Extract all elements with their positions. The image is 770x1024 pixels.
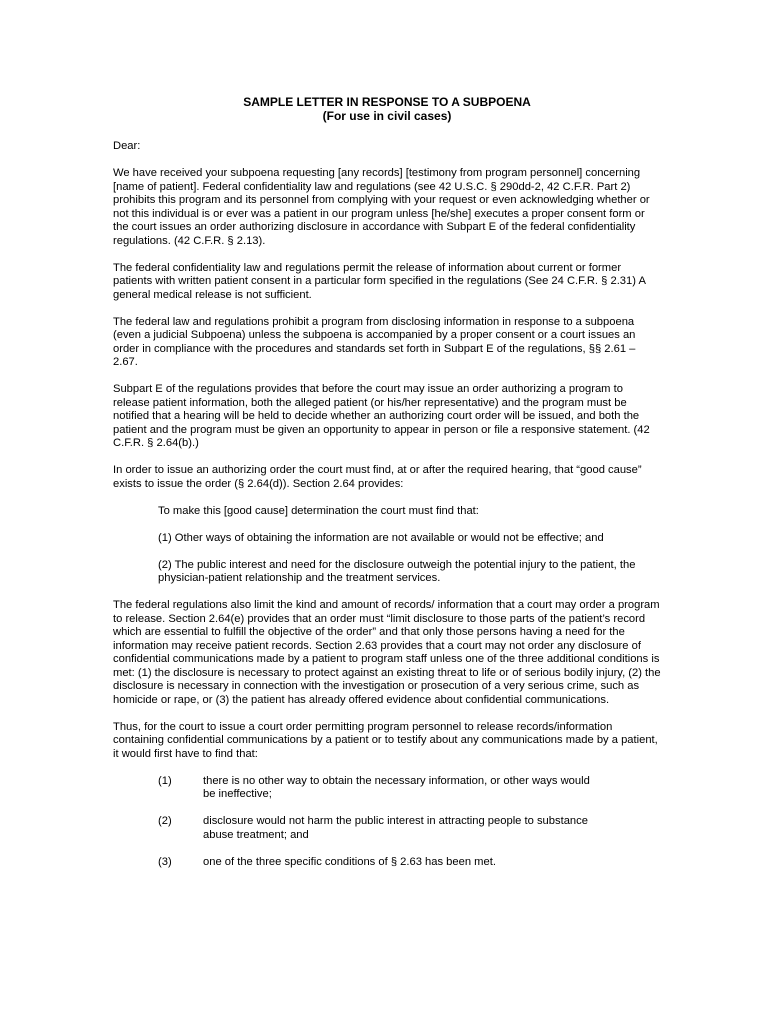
- paragraph-good-cause: In order to issue an authorizing order the court must find, at or after the required hearing, that “good cause” exists to issue the order (§ 2.64(d)). Section 2.64 provides:: [113, 464, 642, 490]
- list-item-number: (3): [158, 855, 172, 868]
- list-item-text: one of the three specific conditions of § 2.63 has been met.: [203, 855, 496, 868]
- list-item-text: disclosure would not harm the public interest in attracting people to substance abuse treatment; and: [203, 815, 588, 841]
- paragraph-subpoena-received: We have received your subpoena requesting [any records] [testimony from program personnel] concerning [name of patient]. Federal confidentiality law and regulations (see 42 U.S.C. § 290dd-2, 42 C.F.R. Part 2) prohibits this program and its personnel from complying with your request or even acknowledging whether or not this individual is or ever was a patient in our program unless [he/she] executes a proper consent form or the court issues an order authorizing disclosure in accordance with Subpart E of the federal confidentiality regulations. (42 C.F.R. § 2.13).: [113, 167, 650, 247]
- paragraph-prohibit-disclosure: The federal law and regulations prohibit a program from disclosing information in response to a subpoena (even a judicial Subpoena) unless the subpoena is accompanied by a proper consent or a court issues an order in compliance with the procedures and standards set forth in Subpart E of the regulations, §§ 2.61 – 2.67.: [113, 315, 636, 368]
- findings-list: [113, 775, 661, 870]
- paragraph-thus: Thus, for the court to issue a court order permitting program personnel to release records/information containing confidential communications by a patient or to testify about any communications made by a patient, it would first have to find that:: [113, 720, 658, 760]
- list-item-number: (2): [158, 815, 172, 827]
- list-item: [113, 815, 661, 842]
- quote-condition-1: (1) Other ways of obtaining the information are not available or would not be effective; and: [158, 531, 604, 544]
- letter-title: SAMPLE LETTER IN RESPONSE TO A SUBPOENA: [243, 95, 531, 109]
- list-item-text: there is no other way to obtain the necessary information, or other ways would be ineffective;: [203, 774, 590, 800]
- paragraph-limit-records: The federal regulations also limit the kind and amount of records/ information that a court may order a program to release. Section 2.64(e) provides that an order must “limit disclosure to those parts of the patient’s record which are essential to fulfill the objective of the order” and that only those persons having a need for the information may receive patient records. Section 2.63 provides that a court may not order any disclosure of confidential communications made by a patient to program staff unless one of the three additional conditions is met: (1) the disclosure is necessary to protect against an existing threat to life or of serious bodily injury, (2) the disclosure is necessary in connection with the investigation or prosecution of a very serious crime, such as homicide or rape, or (3) the patient has already offered evidence about confidential communications.: [113, 599, 661, 706]
- paragraph-subpart-e: Subpart E of the regulations provides that before the court may issue an order authorizing a program to release patient information, both the alleged patient (or his/her representative) and the program must be notified that a hearing will be held to decide whether an authorizing court order will be issued, and both the patient and the program must be given an opportunity to appear in person or file a responsive statement. (42 C.F.R. § 2.64(b).): [113, 383, 650, 449]
- letter-page: [113, 95, 661, 883]
- letter-subtitle: (For use in civil cases): [322, 109, 452, 123]
- paragraph-consent-release: The federal confidentiality law and regulations permit the release of information about current or former patients with written patient consent in a particular form specified in the regulations (See 24 C.F.R. § 2.31) A general medical release is not sufficient.: [113, 261, 646, 301]
- list-item: [113, 856, 661, 870]
- quote-condition-2: (2) The public interest and need for the disclosure outweigh the potential injury to the patient, the physician-patient relationship and the treatment services.: [158, 558, 636, 584]
- salutation: Dear:: [113, 140, 141, 152]
- quote-intro: To make this [good cause] determination the court must find that:: [158, 504, 479, 517]
- list-item: [113, 775, 661, 802]
- list-item-number: (1): [158, 774, 172, 787]
